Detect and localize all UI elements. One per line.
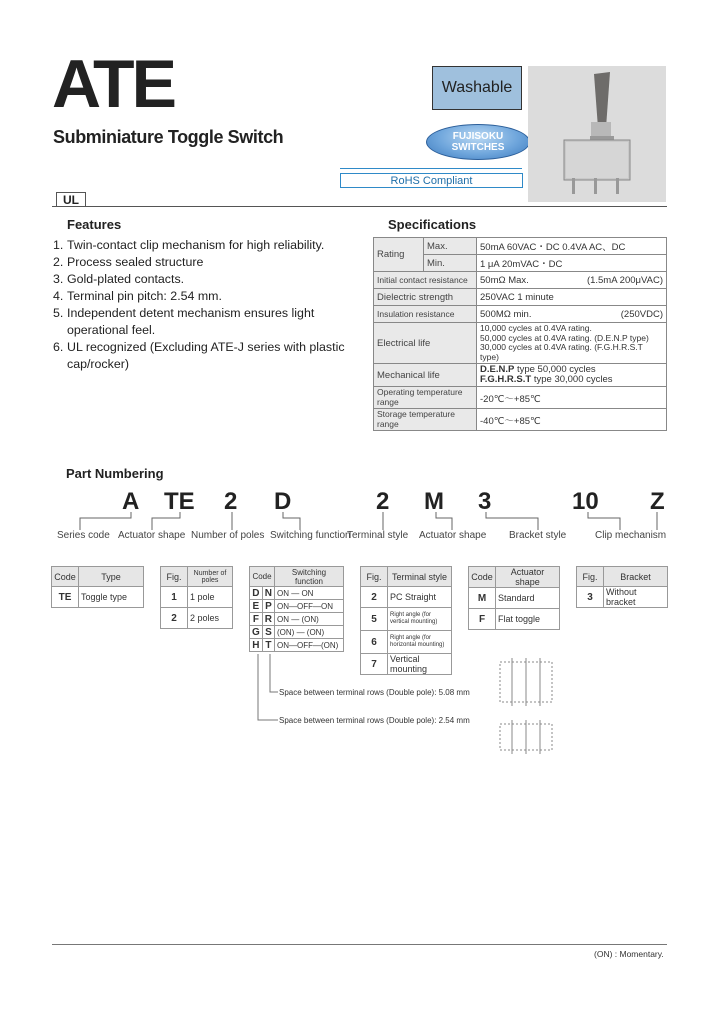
spec-label-insulation: Insulation resistance: [374, 306, 477, 323]
rohs-rule: [340, 168, 522, 169]
spec-value-mechanical-life: D.E.N.P type 50,000 cycles F.G.H.R.S.T type 30,000 cycles: [477, 364, 667, 387]
spec-value-operating-temp: -20℃～+85℃: [477, 387, 667, 409]
spec-label-min: Min.: [424, 255, 477, 272]
feature-item: 6. UL recognized (Excluding ATE-J series with plastic cap/rocker): [53, 340, 345, 371]
label-bracket: Bracket style: [509, 530, 567, 541]
features-list: [53, 237, 349, 373]
label-switching: Switching function: [270, 530, 351, 541]
actuator-shape-table: Code Actuator shape M Standard F Flat toggle: [468, 566, 560, 630]
bracket-table: Fig. Bracket 3 Without bracket: [576, 566, 668, 608]
note-terminal-rows-254: Space between terminal rows (Double pole): 2.54 mm: [279, 716, 470, 725]
terminal-style-table: Fig. Terminal style 2 PC Straight 5 Right angle (for vertical mounting) 6 Right angle (for horizontal mounting) 7 Vertical mounting: [360, 566, 452, 675]
spec-value-insulation: 500MΩ min. (250VDC): [477, 306, 667, 323]
terminal-rows-diagram: [250, 654, 490, 764]
code-bracket: 3: [478, 488, 492, 515]
spec-value-max: 50mA 60VAC・DC 0.4VA AC、DC: [477, 238, 667, 255]
specifications-heading: Specifications: [388, 217, 477, 232]
spec-label-mechanical-life: Mechanical life: [374, 364, 477, 387]
poles-table: Fig. Number of poles 1 1 pole 2 2 poles: [160, 566, 233, 629]
spec-label-operating-temp: Operating temperature range: [374, 387, 477, 409]
spec-value-min: 1 μA 20mVAC・DC: [477, 255, 667, 272]
footnote-momentary: (ON) : Momentary.: [594, 949, 664, 959]
feature-item: 4. Terminal pin pitch: 2.54 mm.: [53, 289, 222, 303]
code-switching: D: [274, 488, 292, 515]
code-poles: 2: [224, 488, 238, 515]
washable-badge: Washable: [432, 66, 522, 110]
header-rule: [52, 206, 667, 207]
rohs-badge: RoHS Compliant: [340, 173, 523, 188]
spec-label-storage-temp: Storage temperature range: [374, 409, 477, 431]
specifications-table: [373, 237, 667, 431]
code-terminal: 2: [376, 488, 390, 515]
label-poles: Number of poles: [191, 530, 265, 541]
features-heading: Features: [67, 217, 122, 232]
series-code-table: Code Type TE Toggle type: [51, 566, 144, 608]
code-clip: Z: [650, 488, 665, 515]
product-photo: [528, 66, 666, 202]
label-terminal: Terminal style: [347, 530, 409, 541]
logo-line2: SWITCHES: [451, 142, 505, 153]
label-act-shape: Actuator shape: [419, 530, 487, 541]
label-series-code: Series code: [57, 530, 110, 541]
footer-rule: [52, 944, 667, 945]
label-actuator: Actuator shape: [118, 530, 186, 541]
code-act-shape: M: [424, 488, 444, 515]
spec-value-electrical-life: 10,000 cycles at 0.4VA rating. 50,000 cycles at 0.4VA rating. (D.E.N.P type) 30,000 cycles at 0.4VA rating. (F.G.H.R.S.T type): [477, 323, 667, 364]
note-terminal-rows-508: Space between terminal rows (Double pole): 5.08 mm: [279, 688, 470, 697]
spec-value-contact-resistance: 50mΩ Max. (1.5mA 200μVAC): [477, 272, 667, 289]
code-series: A: [122, 488, 140, 515]
feature-item: 5. Independent detent mechanism ensures light operational feel.: [53, 306, 315, 337]
logo-line1: FUJISOKU: [452, 131, 504, 142]
spec-label-max: Max.: [424, 238, 477, 255]
spec-label-contact-resistance: Initial contact resistance: [374, 272, 477, 289]
feature-item: 1. Twin-contact clip mechanism for high reliability.: [53, 238, 325, 252]
switching-function-table: Code Switching function D N ON — ON E P ON—OFF—ON F R ON — (ON) G S (ON) — (ON) H T ON—OFF—(ON): [249, 566, 344, 652]
code-clip-number: 10: [572, 488, 599, 515]
spec-label-rating: Rating: [374, 238, 424, 272]
code-actuator: TE: [164, 488, 195, 515]
toggle-switch-image: [528, 66, 666, 202]
spec-label-electrical-life: Electrical life: [374, 323, 477, 364]
code-leader-lines: [0, 510, 720, 532]
spec-value-dielectric: 250VAC 1 minute: [477, 289, 667, 306]
part-numbering-heading: Part Numbering: [66, 466, 164, 481]
feature-item: 3. Gold-plated contacts.: [53, 272, 185, 286]
product-title: ATE: [52, 46, 174, 122]
label-clip: Clip mechanism: [595, 530, 667, 541]
spec-label-dielectric: Dielectric strength: [374, 289, 477, 306]
fujisoku-logo: [426, 124, 530, 160]
terminal-pitch-drawing: [482, 654, 572, 754]
feature-item: 2. Process sealed structure: [53, 255, 204, 269]
ul-mark: UL: [56, 192, 86, 207]
spec-value-storage-temp: -40℃～+85℃: [477, 409, 667, 431]
product-subtitle: Subminiature Toggle Switch: [53, 127, 284, 147]
